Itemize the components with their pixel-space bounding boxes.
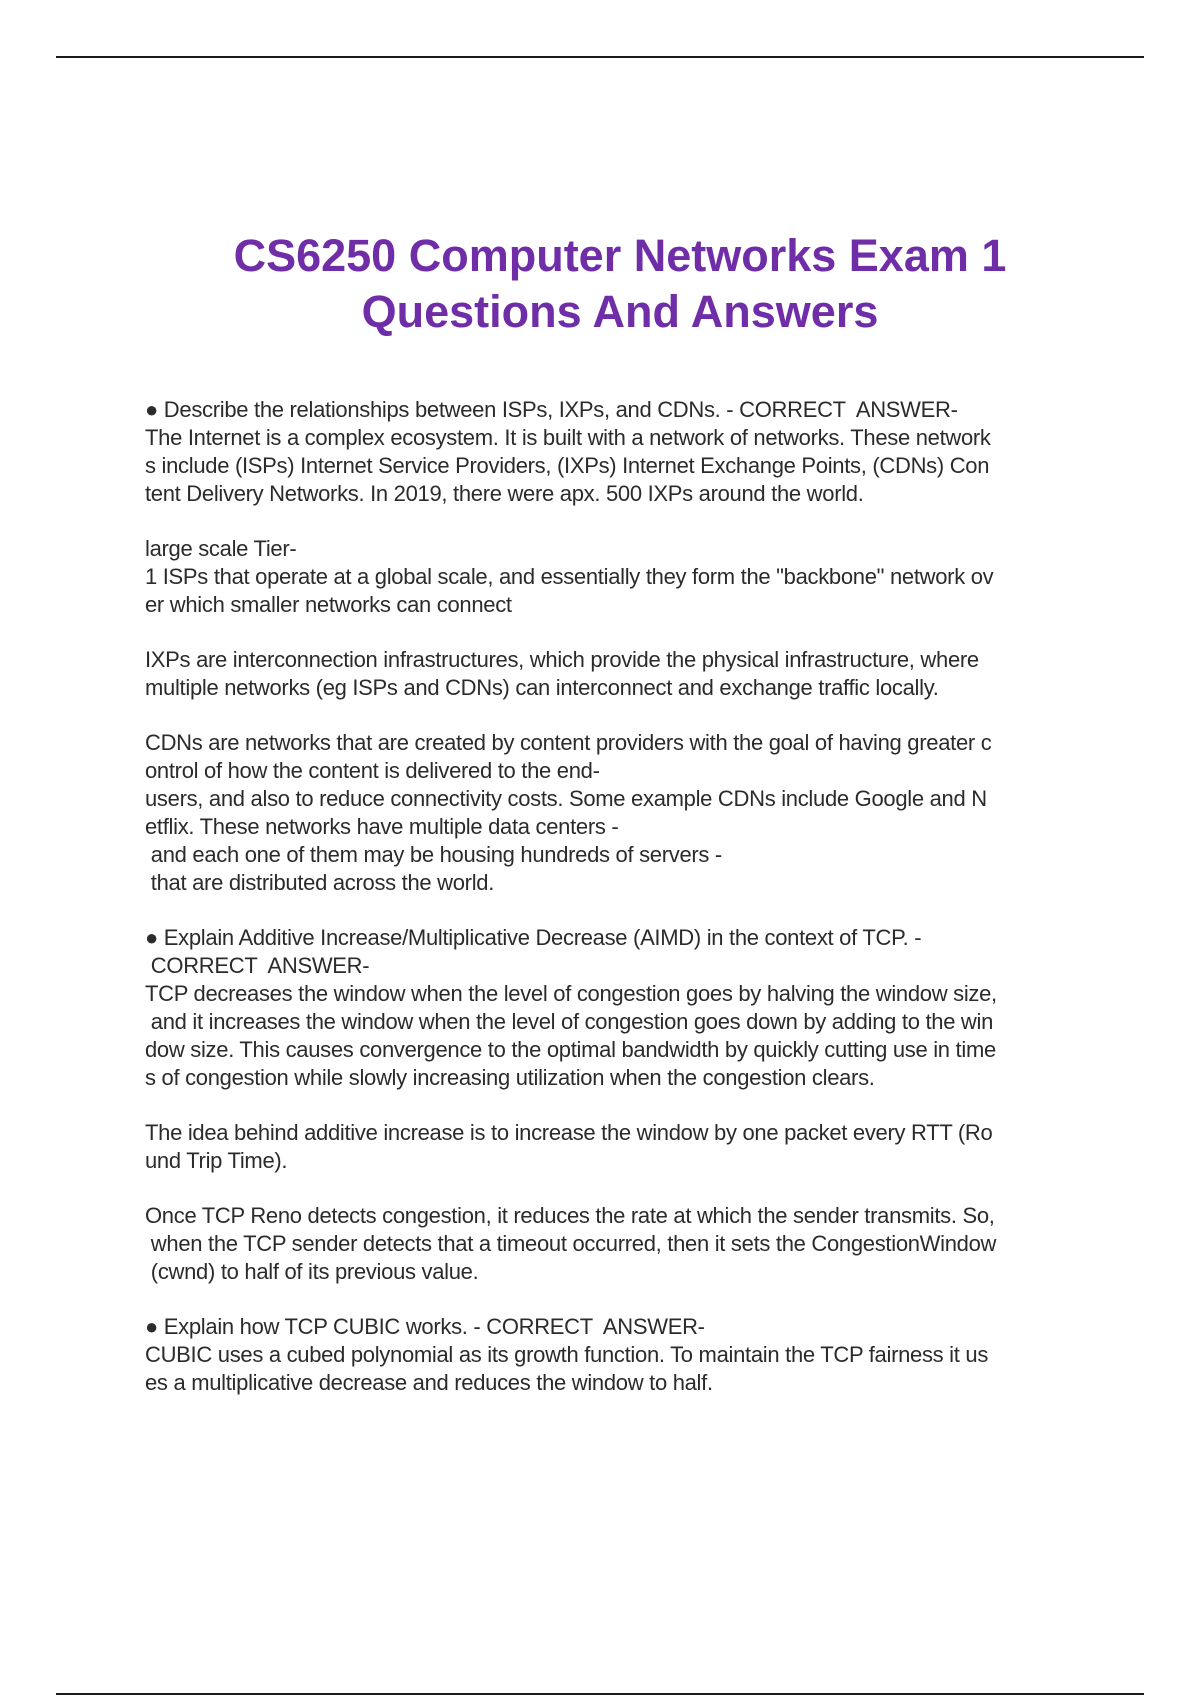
text-line: tent Delivery Networks. In 2019, there were apx. 500 IXPs around the world. [145,481,864,506]
paragraph-ixps [145,646,1085,702]
text-line: large scale Tier- [145,536,297,561]
header-rule [56,56,1144,58]
text-line: ontrol of how the content is delivered to the end- [145,758,600,783]
document-body [145,396,1085,1424]
text-line: ● Explain Additive Increase/Multiplicative Decrease (AIMD) in the context of TCP. - [145,925,922,950]
text-line: when the TCP sender detects that a timeout occurred, then it sets the CongestionWindow [145,1231,997,1256]
document-title [0,228,1200,340]
paragraph-cdns [145,729,1085,897]
text-line: CUBIC uses a cubed polynomial as its growth function. To maintain the TCP fairness it us [145,1342,989,1367]
text-line: Once TCP Reno detects congestion, it reduces the rate at which the sender transmits. So, [145,1203,995,1228]
text-line: es a multiplicative decrease and reduces the window to half. [145,1370,713,1395]
text-line: IXPs are interconnection infrastructures, which provide the physical infrastructure, where [145,647,979,672]
text-line: dow size. This causes convergence to the optimal bandwidth by quickly cutting use in time [145,1037,996,1062]
text-line: TCP decreases the window when the level of congestion goes by halving the window size, [145,981,997,1006]
text-line: ● Describe the relationships between ISPs, IXPs, and CDNs. - CORRECT ANSWER- [145,397,958,422]
paragraph-additive-increase [145,1119,1085,1175]
text-line: 1 ISPs that operate at a global scale, and essentially they form the "backbone" network ov [145,564,994,589]
text-line: CDNs are networks that are created by content providers with the goal of having greater c [145,730,992,755]
text-line: The idea behind additive increase is to increase the window by one packet every RTT (Ro [145,1120,993,1145]
paragraph-tier1-isps [145,535,1085,619]
text-line: and each one of them may be housing hundreds of servers - [145,842,722,867]
text-line: that are distributed across the world. [145,870,495,895]
text-line: er which smaller networks can connect [145,592,512,617]
qa-paragraph-aimd [145,924,1085,1092]
text-line: etflix. These networks have multiple data centers - [145,814,619,839]
title-line: Questions And Answers [361,286,879,337]
text-line: ● Explain how TCP CUBIC works. - CORRECT ANSWER- [145,1314,705,1339]
text-line: (cwnd) to half of its previous value. [145,1259,479,1284]
text-line: s of congestion while slowly increasing utilization when the congestion clears. [145,1065,875,1090]
qa-paragraph-isps-ixps-cdns [145,396,1085,508]
paragraph-tcp-reno [145,1202,1085,1286]
text-line: CORRECT ANSWER- [145,953,370,978]
footer-rule [56,1693,1144,1695]
text-line: users, and also to reduce connectivity costs. Some example CDNs include Google and N [145,786,987,811]
text-line: und Trip Time). [145,1148,288,1173]
qa-paragraph-tcp-cubic [145,1313,1085,1397]
text-line: The Internet is a complex ecosystem. It is built with a network of networks. These network [145,425,991,450]
text-line: s include (ISPs) Internet Service Providers, (IXPs) Internet Exchange Points, (CDNs) Con [145,453,990,478]
title-line: CS6250 Computer Networks Exam 1 [233,230,1007,281]
text-line: multiple networks (eg ISPs and CDNs) can interconnect and exchange traffic locally. [145,675,939,700]
text-line: and it increases the window when the level of congestion goes down by adding to the win [145,1009,994,1034]
